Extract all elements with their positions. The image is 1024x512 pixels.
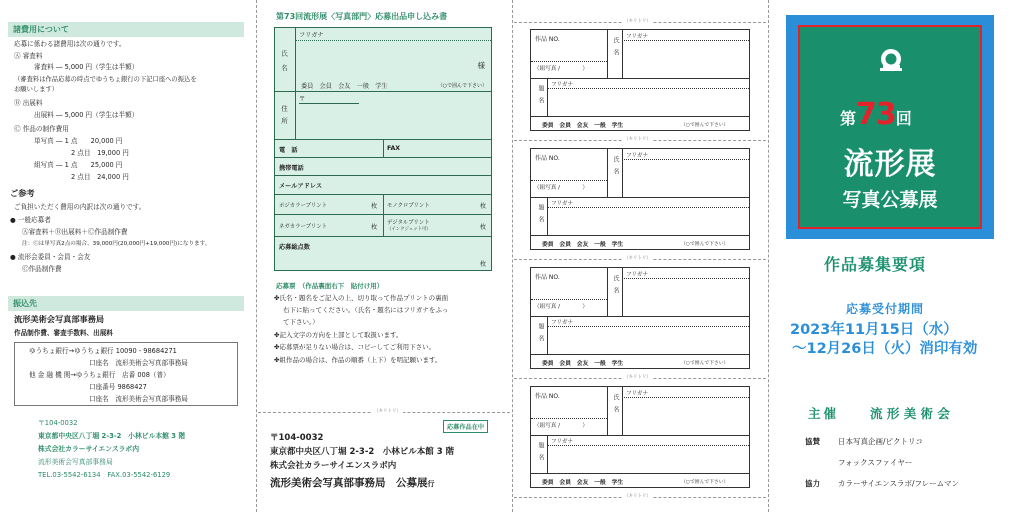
cover-dai: 第 [840,109,857,128]
form-count-unit: 枚 [479,224,486,231]
form-name-label: 氏名 [280,50,288,79]
form-mobile-label: 携帯電話 [279,165,304,172]
support-line: 日本写真企画/ピクトリコ [838,437,923,446]
form-digital-label: デジタルプリント [387,220,430,226]
form-row-email [275,176,491,195]
contact-office: 流形美術会写真部事務局 [38,458,113,466]
cover-number: 73 [856,97,896,132]
support-label: 協賛 [805,437,820,446]
coop-label: 協力 [805,479,820,488]
label-notes-title: 応募票 （作品裏面右下 貼付け用） [276,282,384,290]
label-note: ✤組作品の場合は、作品の順番（上下）を明記願います。 [274,356,442,364]
period-start: 2023年11月15日（水） [790,322,958,338]
reference-member: ● 流形会委員・会員・会友 [10,253,91,261]
form-roles: 委員 会員 会友 一般 学生 [301,83,388,90]
bank-line: 口座番号 9868427 [89,383,147,391]
ticket-name-label: 氏名 [612,275,619,299]
form-count-unit: 枚 [479,261,486,268]
ticket-furigana: フリガナ [551,82,574,88]
ticket-furigana: フリガナ [626,272,649,278]
ticket-work-no: 作品 NO. [535,36,560,43]
fee-c-label: Ⓒ 作品の制作費用 [14,125,69,133]
ticket-circle-note: （○で囲んで下さい） [681,123,729,128]
ticket-name-label: 氏名 [612,394,619,418]
ticket-circle-note: （○で囲んで下さい） [681,480,729,485]
cover-subtitle: 写真公募展 [842,189,938,211]
form-address-label: 住所 [280,105,288,130]
contact-tel: TEL.03-5542-6134 FAX.03-5542-6129 [38,471,171,479]
mail-company: 株式会社カラーサイエンスラボ内 [270,461,397,471]
reference-general: ● 一般応募者 [10,216,51,224]
bank-info-box [14,342,238,406]
contact-company: 株式会社カラーサイエンスラボ内 [38,445,140,453]
cover-poster [786,15,994,239]
transfer-desc: 作品制作費、審査手数料、出展料 [14,329,113,337]
period-end: 〜12月26日（火）消印有効 [792,341,978,357]
outline-title: 作品募集要項 [824,255,927,274]
contact-address: 東京都中央区八丁堀 2-3-2 小林ビル本館 3 階 [38,432,186,440]
ticket-furigana: フリガナ [626,391,649,397]
form-total-label: 応募総点数 [279,244,310,251]
label-note: 右下に貼ってください。（氏名・題名にはフリガナをふっ [283,306,449,314]
fee-b-amount: 出展料 ― 5,000 円（学生は半額） [34,111,139,119]
form-count-unit: 枚 [479,203,486,210]
bank-line: 口座名 流形美術会写真部事務局 [89,395,188,403]
ryukei-logo-icon [878,47,904,73]
bank-line: 他 金 融 機 関→ゆうちょ銀行 店番 008（普） [29,371,170,379]
form-fax-label: FAX [387,145,401,152]
cut-mark: （キリトリ） [624,19,651,24]
fee-a-amount: 審査料 ― 5,000 円（学生は半額） [34,63,139,71]
cut-mark: （キリトリ） [624,494,651,499]
mail-recipient-name: 流形美術会写真部事務局 公募展 [270,477,428,489]
ticket-work-no: 作品 NO. [535,393,560,400]
transfer-header: 振込先 [8,296,244,311]
ticket-furigana: フリガナ [626,153,649,159]
ticket-title-label: 題名 [537,85,544,109]
fees-intro: 応募に係わる諸費用は次の通りです。 [14,40,126,48]
ticket-work-no: 作品 NO. [535,155,560,162]
ticket-title-label: 題名 [537,323,544,347]
fee-a-note: お願いします） [14,86,59,93]
ticket-title-label: 題名 [537,442,544,466]
mail-postal: 〒104-0032 [270,433,324,443]
form-posi-label: ポジカラープリント [279,203,328,209]
cover-edition [840,97,912,132]
entry-ticket [530,148,750,250]
form-circle-note: （○で囲んで下さい） [437,83,487,89]
entry-ticket [530,267,750,369]
label-note: ✤記入文字の方向を上部として取扱います。 [274,331,403,339]
ticket-kumi: （組写真 / ） [534,423,589,429]
period-label: 応募受付期間 [846,302,925,316]
ticket-furigana: フリガナ [551,201,574,207]
ticket-furigana: フリガナ [626,34,649,40]
cut-mark: （キリトリ） [624,256,651,261]
ticket-kumi: （組写真 / ） [534,66,589,72]
form-row-mobile [275,158,491,176]
cut-mark: （キリトリ） [624,137,651,142]
entry-ticket [530,29,750,131]
ticket-furigana: フリガナ [551,320,574,326]
form-row-phone [275,140,491,158]
form-phone-label: 電 話 [279,147,298,154]
application-form [274,27,492,271]
fee-a-note: （審査料は作品応募の時点でゆうちょ銀行の下記口座への振込を [14,76,197,83]
form-count-unit: 枚 [371,203,378,210]
label-note: て下さい。） [283,318,319,326]
cover-kai: 回 [895,109,912,128]
fee-c-line: 組写真 ― 1 点 25,000 円 [34,161,123,169]
cut-mark: （キリトリ） [374,409,401,414]
mail-badge: 応募作品在中 [443,420,488,433]
ticket-name-label: 氏名 [612,156,619,180]
ticket-title-label: 題名 [537,204,544,228]
form-digital-sub: （インクジェット可） [387,227,431,232]
form-postal-mark: 〒 [299,96,306,103]
reference-general-note: 注：Ⓒは単写真2点の場合、39,000円(20,000円+19,000円)になります。 [22,241,211,247]
ticket-roles: 委員 会員 会友 一般 学生 [542,361,624,367]
fee-c-line: 2 点目 24,000 円 [71,173,129,181]
fee-c-line: 2 点目 19,000 円 [71,149,129,157]
ticket-work-no: 作品 NO. [535,274,560,281]
host-label: 主催 [808,406,840,421]
ticket-kumi: （組写真 / ） [534,304,589,310]
form-row-print-a [275,195,491,215]
ticket-circle-note: （○で囲んで下さい） [681,361,729,366]
form-nega-label: ネガカラープリント [279,224,328,230]
form-email-label: メールアドレス [279,183,323,190]
fees-header: 諸費用について [8,22,244,37]
ticket-circle-note: （○で囲んで下さい） [681,242,729,247]
reference-title: ご参考 [10,188,35,198]
form-title: 第73回流形展〈写真部門〉応募出品申し込み書 [276,12,448,21]
entry-ticket [530,386,750,488]
transfer-name: 流形美術会写真部事務局 [14,314,105,324]
form-furigana: フリガナ [299,32,324,39]
fee-a-label: Ⓐ 審査料 [14,52,43,60]
fee-c-line: 単写真 ― 1 点 20,000 円 [34,137,123,145]
form-count-unit: 枚 [371,224,378,231]
cover-name: 流形展 [843,147,937,182]
contact-postal: 〒104-0032 [38,419,78,427]
cut-mark: （キリトリ） [624,375,651,380]
label-note: ✤応募票が足りない場合は、コピーしてご利用下さい。 [274,343,436,351]
form-row-name [275,28,491,92]
reference-member-detail: Ⓒ作品制作費 [22,265,62,273]
reference-intro: ご負担いただく費用の内訳は次の通りです。 [14,203,146,211]
reference-general-detail: Ⓐ審査料＋Ⓑ出展料＋Ⓒ作品制作費 [22,228,128,236]
ticket-roles: 委員 会員 会友 一般 学生 [542,242,624,248]
mail-suffix: 行 [427,480,435,488]
ticket-roles: 委員 会員 会友 一般 学生 [542,480,624,486]
support-line: フォックスファイヤー [838,458,913,467]
ticket-roles: 委員 会員 会友 一般 学生 [542,123,624,129]
label-note: ✤氏名・題名をご記入の上、切り取って作品プリントの裏面 [274,294,449,302]
ticket-name-label: 氏名 [612,37,619,61]
fee-b-label: Ⓑ 出展料 [14,99,43,107]
ticket-kumi: （組写真 / ） [534,185,589,191]
form-row-print-b [275,215,491,237]
host-name: 流 形 美 術 会 [870,406,950,421]
bank-line: 口座名 流形美術会写真部事務局 [89,359,188,367]
mail-recipient [270,475,435,490]
cover-inner [798,25,982,229]
bank-line: ゆうちょ銀行→ゆうちょ銀行 10090 - 98684271 [29,347,177,355]
form-sama: 様 [477,61,485,70]
form-mono-label: モノクロプリント [387,203,430,209]
mail-address: 東京都中央区八丁堀 2-3-2 小林ビル本館 3 階 [270,447,455,457]
form-row-address [275,92,491,140]
coop-line: カラーサイエンスラボ/フレームマン [838,479,960,488]
ticket-furigana: フリガナ [551,439,574,445]
